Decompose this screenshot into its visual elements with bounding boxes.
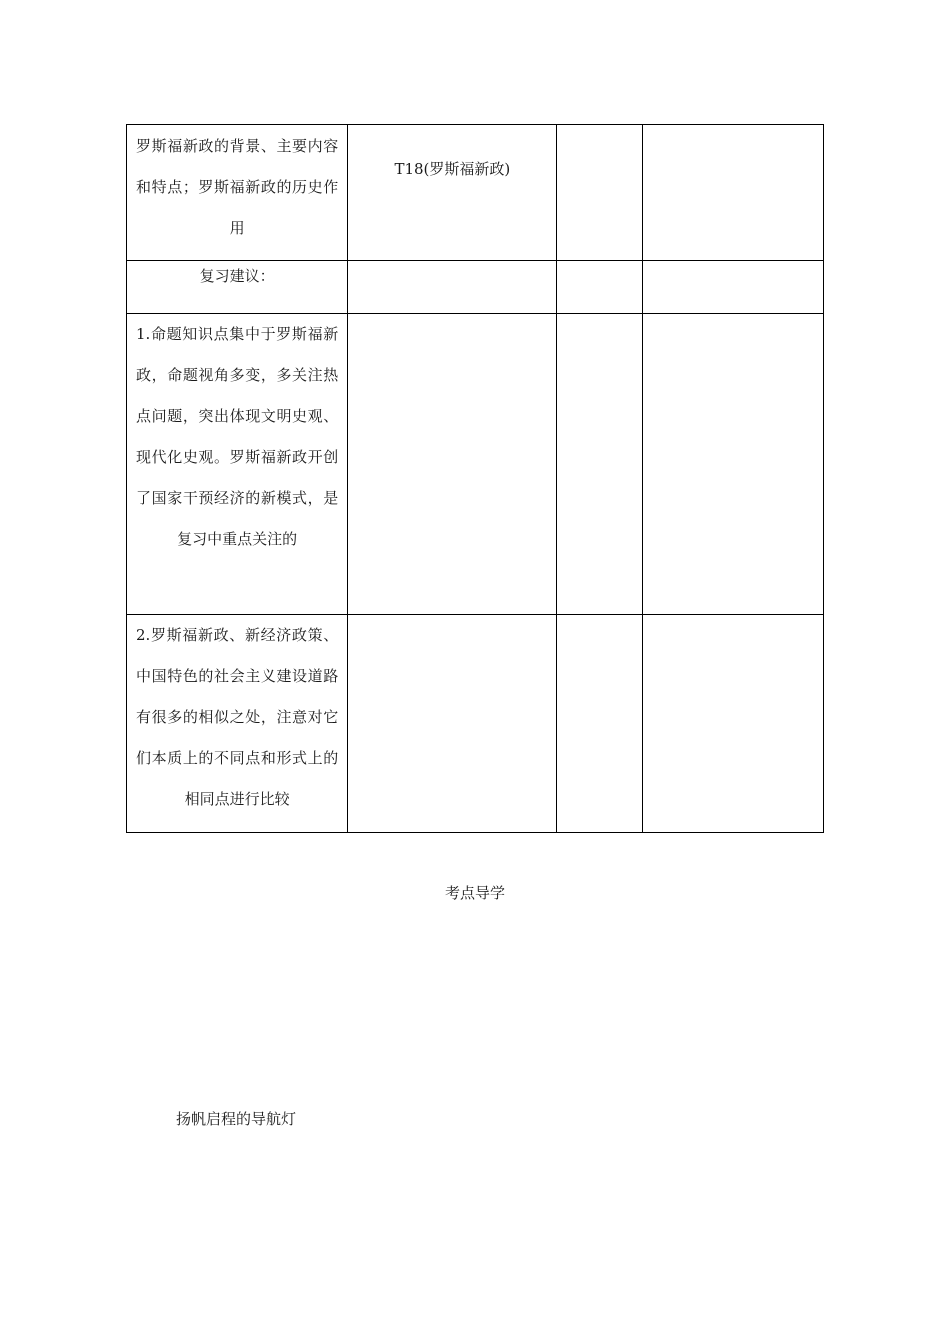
table-cell <box>348 261 557 314</box>
table-row <box>127 615 824 833</box>
table-cell <box>557 615 642 833</box>
table-cell <box>348 615 557 833</box>
subheading: 扬帆启程的导航灯 <box>176 1110 297 1128</box>
table-cell <box>642 615 823 833</box>
table-cell <box>127 125 348 261</box>
advice-item-2: 2.罗斯福新政、新经济政策、中国特色的社会主义建设道路有很多的相似之处，注意对它们本质上的不同点和形式上的相同点进行比较 <box>136 626 339 808</box>
table-row <box>127 314 824 615</box>
review-table <box>126 124 824 833</box>
topic-text: 罗斯福新政的背景、主要内容和特点；罗斯福新政的历史作用 <box>136 137 339 237</box>
question-ref: T18(罗斯福新政) <box>394 160 511 178</box>
table-cell <box>127 314 348 615</box>
advice-item-1: 1.命题知识点集中于罗斯福新政，命题视角多变，多关注热点问题，突出体现文明史观、现代化史观。罗斯福新政开创了国家干预经济的新模式，是复习中重点关注的 <box>136 325 339 548</box>
table-cell <box>348 314 557 615</box>
table-cell <box>642 314 823 615</box>
table-cell <box>557 314 642 615</box>
table-cell <box>557 261 642 314</box>
table-row <box>127 125 824 261</box>
table-cell <box>642 261 823 314</box>
table-row <box>127 261 824 314</box>
review-advice-label: 复习建议： <box>199 267 275 285</box>
table-cell <box>348 125 557 261</box>
table-cell <box>642 125 823 261</box>
section-heading: 考点导学 <box>444 884 505 902</box>
table-cell <box>127 615 348 833</box>
table-cell <box>127 261 348 314</box>
table-cell <box>557 125 642 261</box>
